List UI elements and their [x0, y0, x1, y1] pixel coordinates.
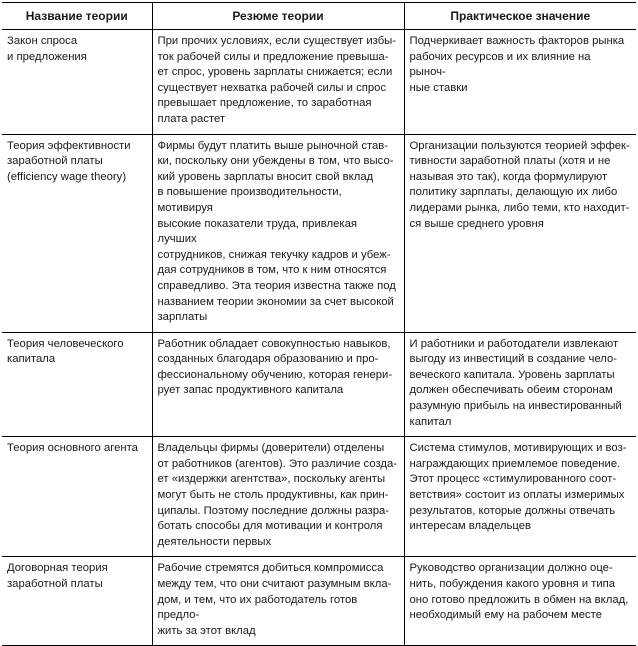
- table-row: [2, 557, 636, 646]
- header-theory-name: Название теории: [2, 3, 152, 30]
- cell-theory-summary: Владельцы фирмы (доверители) отделены от работников (агентов). Это различие созда- ет «издержки агентства», поскольку агенты могут быть не столь продуктивны, как прин- ципалы. Поэтому последние должны разра- ботать способы для мотивации и контроля деятельности первых: [152, 437, 404, 557]
- table-body: [2, 30, 636, 646]
- table-row: [2, 134, 636, 332]
- header-practical-value: Практическое значение: [404, 3, 636, 30]
- document-page: [0, 2, 638, 637]
- cell-theory-summary: При прочих условиях, если существует избы- ток рабочей силы и предложение превыша- ет спрос, уровень зарплаты снижается; если существует нехватка рабочей силы и спрос превышает предложение, то заработная плата растет: [152, 30, 404, 135]
- cell-theory-summary: Фирмы будут платить выше рыночной став- ки, поскольку они убеждены в том, что высо- кий уровень зарплаты вносит свой вклад в повышение производительности, мотивируя высокие показатели труда, привлекая лучших сотрудников, снижая текучку кадров и убеж- дая сотрудников в том, что к ним относятся справедливо. Эта теория известна также под названием теории экономии за счет высокой зарплаты: [152, 134, 404, 332]
- cell-practical-value: Система стимулов, мотивирующих и воз- награждающих приемлемое поведение. Этот процесс «стимулированного соот- ветствия» состоит из оплаты измеримых результатов, которые должны отвечать интересам владельцев: [404, 437, 636, 557]
- table-row: [2, 332, 636, 437]
- cell-theory-name: Закон спроса и предложения: [7, 35, 87, 63]
- cell-theory-summary: Рабочие стремятся добиться компромисса между тем, что они считают разумным вкла- дом, и тем, что их работодатель готов предло- жить за этот вклад: [152, 557, 404, 646]
- table-row: [2, 437, 636, 557]
- wage-theories-table: [2, 2, 636, 646]
- cell-practical-value: Руководство организации должно оце- нить, побуждения какого уровня и типа оно готово предложить в обмен на вклад, необходимый ему на рабочем месте: [404, 557, 636, 646]
- cell-theory-name: Теория эффективности заработной платы (efficiency wage theory): [2, 134, 152, 332]
- cell-practical-value: И работники и работодатели извлекают выгоду из инвестиций в создание чело- веческого капитала. Уровень зарплаты должен обеспечивать обеим сторонам разумную прибыль на инвестированный капитал: [404, 332, 636, 437]
- cell-theory-name: Теория основного агента: [2, 437, 152, 557]
- cell-theory-name: Теория человеческого капитала: [2, 332, 152, 437]
- header-row: [2, 3, 636, 30]
- header-theory-summary: Резюме теории: [152, 3, 404, 30]
- table-row: [2, 30, 636, 135]
- table-header: [2, 3, 636, 30]
- cell-practical-value: Организации пользуются теорией эффек- тивности заработной платы (хотя и не называя это так), когда формулируют политику зарплаты, делающую их либо лидерами рынка, либо теми, кто находит- ся выше среднего уровня: [404, 134, 636, 332]
- cell-practical-value: Подчеркивает важность факторов рынка рабочих ресурсов и их влияние на рыноч- ные ставки: [404, 30, 636, 135]
- cell-theory-summary: Работник обладает совокупностью навыков, созданных благодаря образованию и про- фессиональному обучению, которая генери- рует запас продуктивного капитала: [152, 332, 404, 437]
- cell-theory-name: Договорная теория заработной платы: [2, 557, 152, 646]
